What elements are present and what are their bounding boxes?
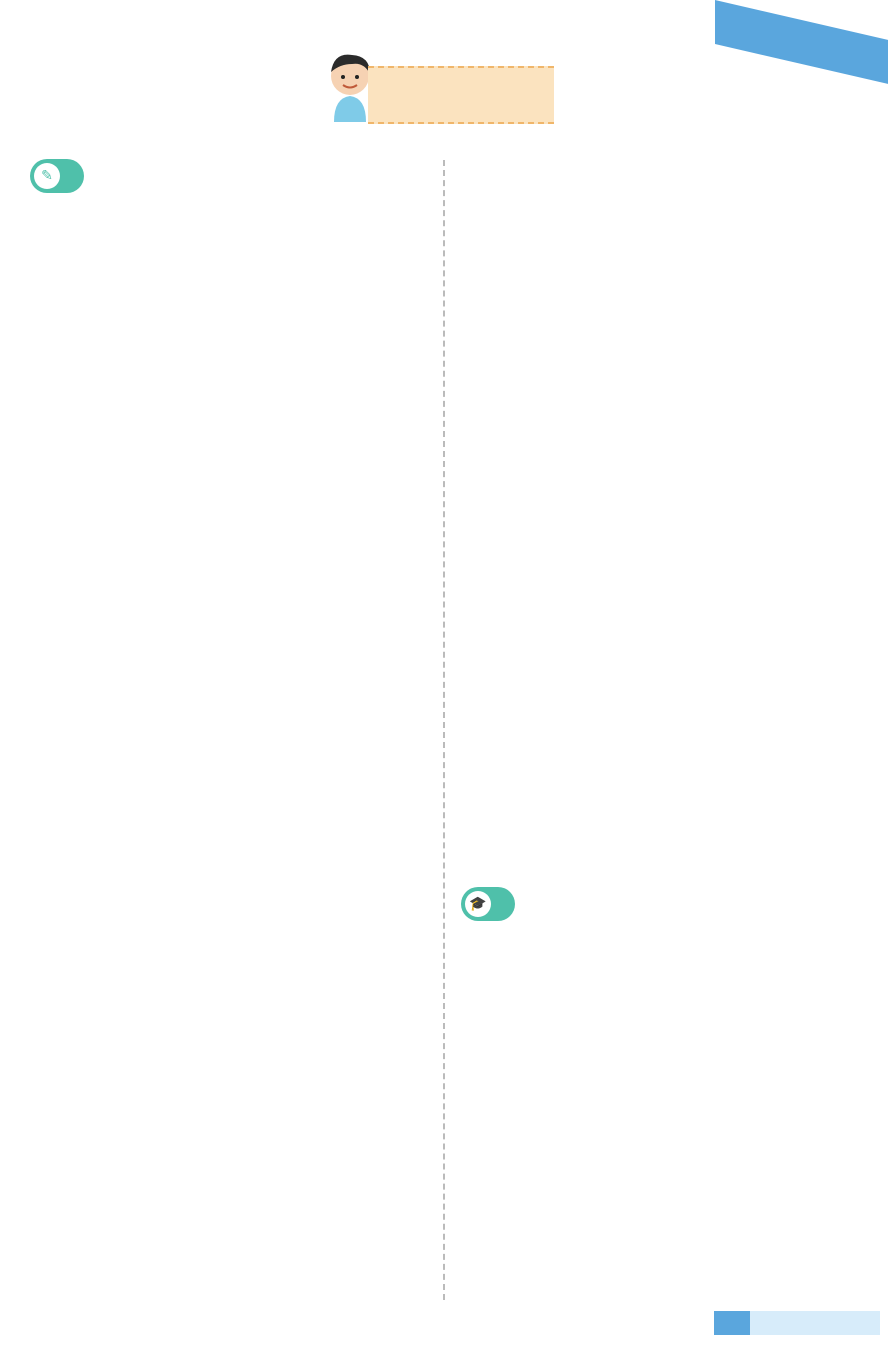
grade-label bbox=[750, 1311, 880, 1335]
graduation-cap-icon: 🎓 bbox=[465, 891, 491, 917]
unit-banner bbox=[715, 0, 888, 88]
page-number bbox=[714, 1311, 750, 1335]
title-banner bbox=[368, 66, 554, 124]
column-divider bbox=[443, 160, 445, 1300]
section-pill-char-sound-shape bbox=[30, 159, 84, 193]
section-pill-recite bbox=[461, 887, 515, 921]
pencil-icon: ✎ bbox=[34, 163, 60, 189]
